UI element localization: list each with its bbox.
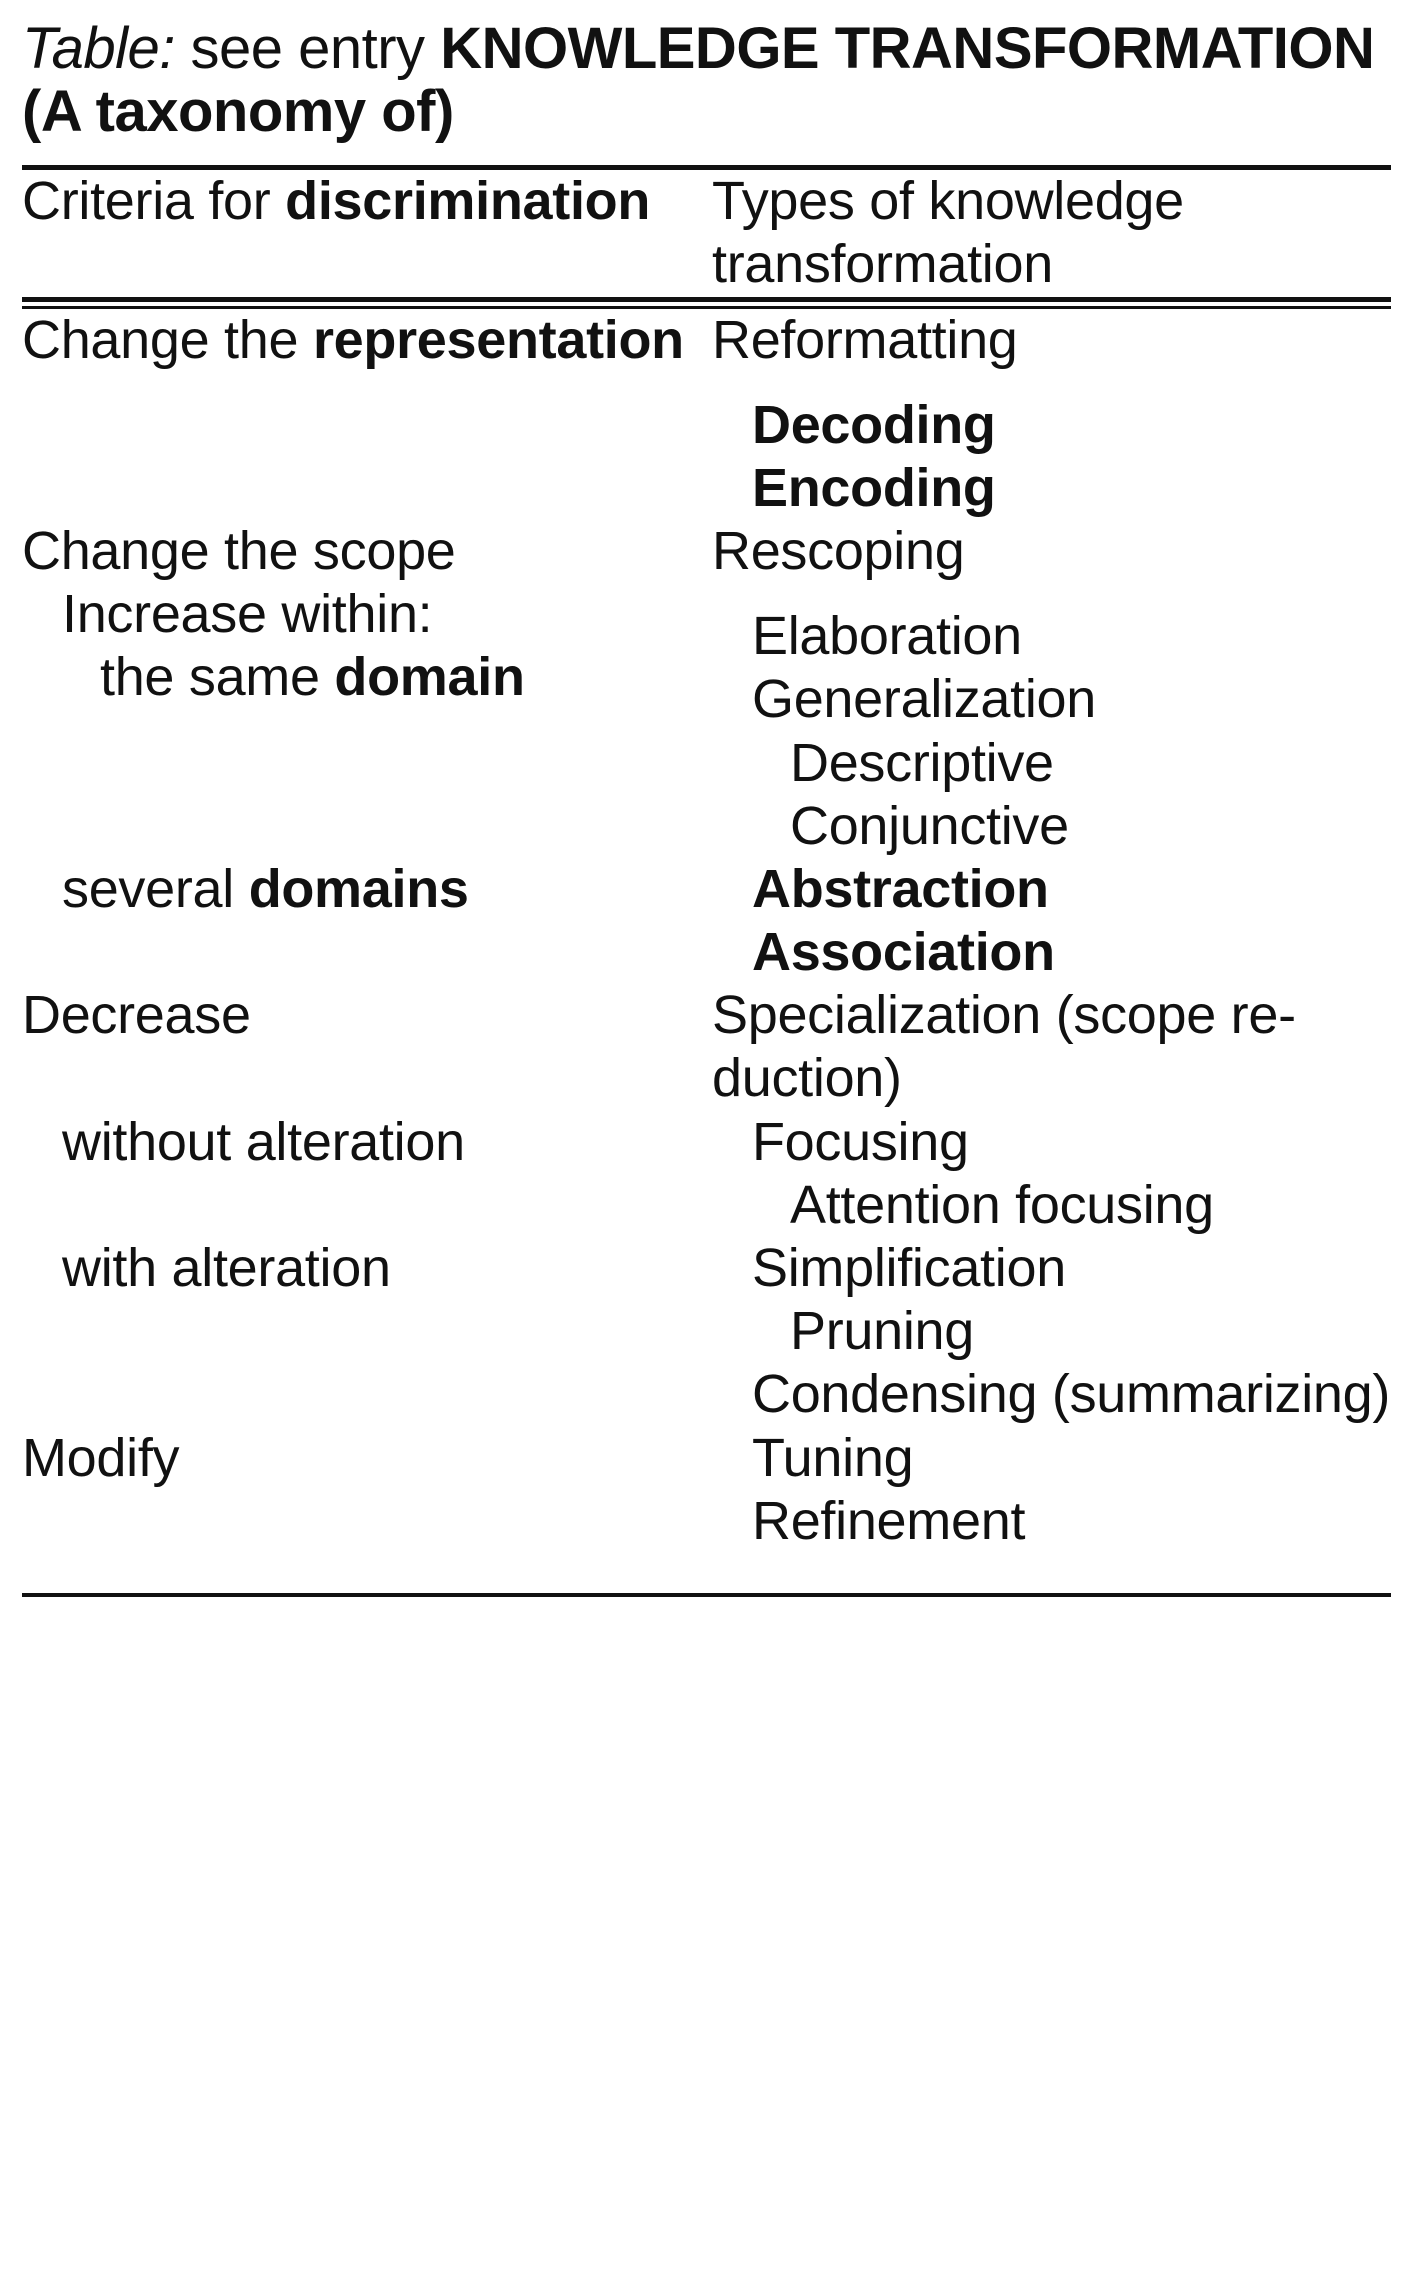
- criteria-text: several: [62, 858, 249, 919]
- criteria-text-bold: domains: [248, 858, 469, 919]
- table-header-row: [22, 170, 1391, 296]
- criteria-line: with alteration: [62, 1238, 391, 1298]
- spacer: [712, 583, 1391, 605]
- caption-entry-reference: KNOWLEDGE TRANSFORMATION (A taxonomy of): [22, 16, 1375, 144]
- criteria-text: the same: [100, 647, 335, 708]
- table-row: [22, 309, 1391, 521]
- row-types-without-alteration: [712, 1111, 1391, 1237]
- bottom-rule-wrap: [22, 1593, 1391, 1597]
- taxonomy-body: [22, 309, 1391, 1553]
- type-line: Condensing (summarizing): [752, 1364, 1391, 1425]
- type-line: Pruning: [790, 1301, 975, 1362]
- type-line: Decoding: [752, 394, 996, 455]
- type-line: Encoding: [752, 457, 996, 518]
- table-row: [22, 858, 1391, 984]
- row-criteria-decrease: [22, 984, 712, 1110]
- type-line: Rescoping: [712, 521, 965, 582]
- criteria-line: Change the scope: [22, 521, 456, 582]
- header-criteria-plain: Criteria for: [22, 171, 286, 232]
- row-types-scope: [712, 520, 1391, 858]
- criteria-line: without alteration: [62, 1111, 465, 1172]
- row-criteria-modify: [22, 1427, 712, 1553]
- table-row: [22, 984, 1391, 1110]
- caption-middle: see entry: [174, 16, 441, 81]
- criteria-text-bold: representation: [312, 309, 684, 370]
- header-double-rule: [22, 297, 1391, 309]
- criteria-text-bold: domain: [334, 647, 525, 708]
- header-cell-criteria: [22, 170, 712, 296]
- bottom-rule: [22, 1593, 1391, 1597]
- header-cell-types: [712, 170, 1391, 296]
- table-row: [22, 1427, 1391, 1553]
- spacer: [712, 372, 1391, 394]
- table-row: [22, 1111, 1391, 1237]
- type-line: Association: [752, 922, 1055, 983]
- row-types-several-domains: [712, 858, 1391, 984]
- criteria-line: Increase within:: [62, 584, 433, 645]
- table-caption: [22, 18, 1391, 143]
- row-criteria-with-alteration: [22, 1237, 712, 1427]
- criteria-line: [22, 858, 712, 921]
- caption-label: Table:: [22, 16, 175, 81]
- type-line: Elaboration: [752, 606, 1022, 667]
- header-criteria-bold: discrimination: [285, 171, 651, 232]
- type-line: Descriptive: [790, 732, 1054, 793]
- row-types-representation: [712, 309, 1391, 521]
- criteria-line: Decrease: [22, 985, 251, 1046]
- row-criteria-representation: [22, 309, 712, 521]
- type-line: Conjunctive: [790, 795, 1069, 856]
- type-line: Attention focusing: [790, 1174, 1214, 1235]
- row-criteria-scope: [22, 520, 712, 858]
- table-row: [22, 520, 1391, 858]
- criteria-text: Change the: [22, 309, 313, 370]
- type-line: Simplification: [752, 1238, 1066, 1298]
- row-types-decrease: [712, 984, 1391, 1110]
- taxonomy-table: [22, 170, 1391, 296]
- type-line: Generalization: [752, 669, 1097, 730]
- row-types-modify: [712, 1427, 1391, 1553]
- row-criteria-without-alteration: [22, 1111, 712, 1237]
- header-types-label: Types of knowledge transformation: [712, 171, 1184, 295]
- criteria-line: [22, 309, 712, 372]
- criteria-line: [22, 646, 712, 709]
- criteria-line: Modify: [22, 1427, 180, 1488]
- type-line: Abstraction: [752, 858, 1049, 919]
- type-line: Focusing: [752, 1111, 969, 1172]
- type-line: Specialization (scope reduction): [712, 985, 1297, 1109]
- row-types-with-alteration: [712, 1237, 1391, 1427]
- type-line: Reformatting: [712, 309, 1018, 370]
- type-line: Tuning: [752, 1427, 914, 1488]
- type-line: Refinement: [752, 1490, 1026, 1551]
- table-row: [22, 1237, 1391, 1427]
- row-criteria-several-domains: [22, 858, 712, 984]
